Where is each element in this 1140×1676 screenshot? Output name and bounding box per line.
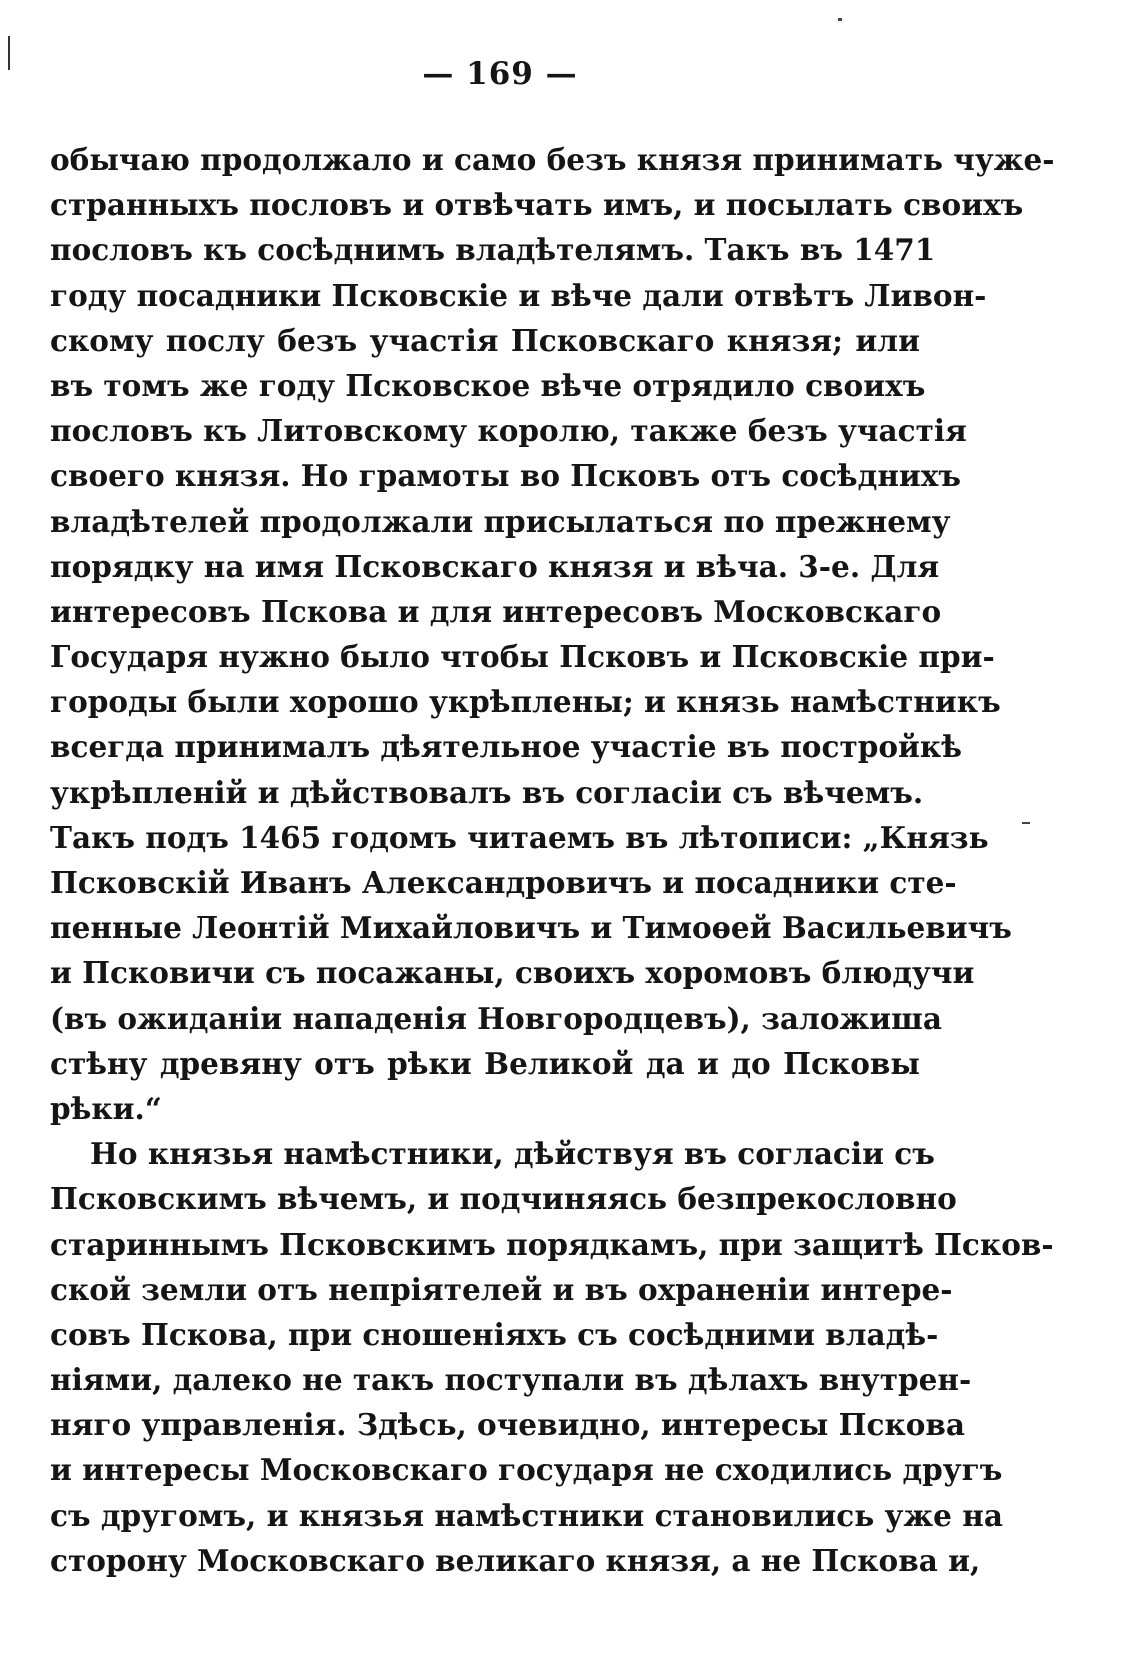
text-line: всегда принималъ дѣятельное участіе въ постройкѣ [50,729,962,765]
text-line: съ другомъ, и князья намѣстники становились уже на [50,1497,1003,1533]
text-line: Такъ подъ 1465 годомъ читаемъ въ лѣтописи: „Князь [50,819,989,855]
text-line: интересовъ Пскова и для интересовъ Московскаго [50,593,942,629]
text-line: обычаю продолжало и само безъ князя принимать чуже- [50,142,1055,177]
text-line: Государя нужно было чтобы Псковъ и Псковскіе при- [50,639,995,675]
text-line: скому послу безъ участія Псковскаго князя; или [50,322,920,358]
text-line: и интересы Московскаго государя не сходились другъ [50,1452,1003,1488]
text-line: владѣтелей продолжали присылаться по прежнему [50,503,951,539]
text-line: рѣки.“ [50,1090,162,1126]
scan-speck [838,18,842,21]
text-line: городы были хорошо укрѣплены; и князь намѣстникъ [50,684,1001,720]
text-line: совъ Пскова, при сношеніяхъ съ сосѣдними владѣ- [50,1316,939,1352]
text-line: въ томъ же году Псковское вѣче отрядило своихъ [50,367,926,403]
text-line: году посадники Псковскіе и вѣче дали отвѣтъ Ливон- [50,277,987,313]
text-line: Псковскимъ вѣчемъ, и подчиняясь безпрекословно [50,1181,957,1217]
text-line: порядку на имя Псковскаго князя и вѣча. 3-е. Для [50,548,940,584]
page-number: — 169 — [422,56,578,92]
text-line: странныхъ пословъ и отвѣчать имъ, и посылать своихъ [50,187,1024,223]
text-line: пенные Леонтій Михайловичъ и Тимоѳей Васильевичъ [50,910,1012,946]
scan-speck [1022,822,1030,824]
text-line: своего князя. Но грамоты во Псковъ отъ сосѣднихъ [50,458,962,494]
text-line: стариннымъ Псковскимъ порядкамъ, при защитѣ Псков- [50,1226,1054,1262]
text-line: (въ ожиданіи нападенія Новгородцевъ), заложиша [50,1000,942,1036]
text-line: пословъ къ Литовскому королю, также безъ участія [50,413,967,449]
text-line: сторону Московскаго великаго князя, а не Пскова и, [50,1542,981,1578]
text-line: укрѣпленій и дѣйствовалъ въ согласіи съ вѣчемъ. [50,774,924,810]
text-line: ской земли отъ непріятелей и въ охраненіи интере- [50,1271,953,1307]
text-line: пословъ къ сосѣднимъ владѣтелямъ. Такъ въ 1471 [50,232,936,268]
text-line: Псковскій Иванъ Александровичъ и посадники сте- [50,865,957,900]
body-text [50,137,1055,1583]
text-line: и Псковичи съ посажаны, своихъ хоромовъ блюдучи [50,955,975,991]
text-line: ніями, далеко не такъ поступали въ дѣлахъ внутрен- [50,1362,972,1398]
text-line: стѣну древяну отъ рѣки Великой да и до Псковы [50,1045,920,1081]
paragraph-first-line: Но князья намѣстники, дѣйствуя въ согласіи съ [90,1136,935,1172]
text-line: няго управленія. Здѣсь, очевидно, интересы Пскова [50,1407,966,1443]
